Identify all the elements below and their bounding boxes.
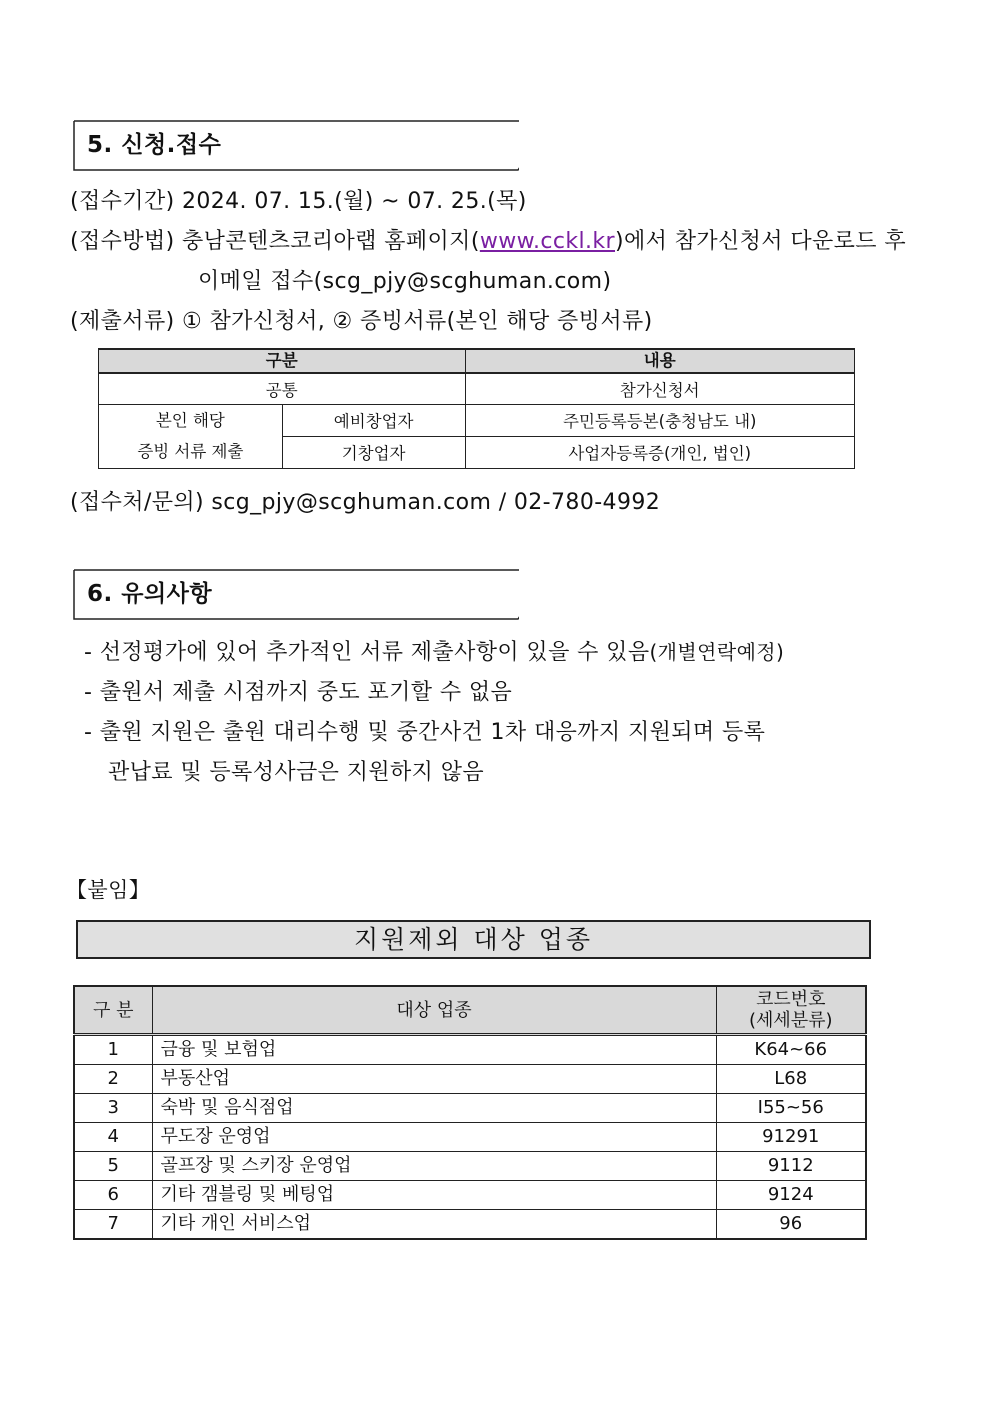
header-category: 구분 xyxy=(99,349,466,373)
table-row xyxy=(74,1094,866,1123)
table-row xyxy=(99,373,855,404)
row-industry: 골프장 및 스키장 운영업 xyxy=(152,1152,716,1181)
header-no: 구 분 xyxy=(74,986,152,1035)
homepage-link[interactable]: www.cckl.kr xyxy=(479,229,616,254)
annex-label: 【붙임】 xyxy=(66,878,151,902)
row-code: 91291 xyxy=(716,1123,866,1152)
common-value: 참가신청서 xyxy=(465,373,855,404)
row-no: 2 xyxy=(74,1065,152,1094)
table-row xyxy=(74,1123,866,1152)
contact-info: (접수처/문의) scg_pjy@scghuman.com / 02-780-4992 xyxy=(70,490,661,515)
notice-item-3: - 출원 지원은 출원 대리수행 및 중간사건 1차 대응까지 지원되며 등록 xyxy=(84,720,766,745)
section-6-heading xyxy=(73,569,519,619)
table-header-row xyxy=(99,349,855,373)
header-code-line1: 코드번호 xyxy=(755,989,826,1010)
header-content: 내용 xyxy=(465,349,855,373)
submission-docs-table xyxy=(98,348,855,469)
row1-value: 주민등록등본(충청남도 내) xyxy=(465,404,855,436)
group-label xyxy=(99,404,283,468)
section-5-title: 5. 신청.접수 xyxy=(87,132,222,158)
row-no: 4 xyxy=(74,1123,152,1152)
excluded-industries-table xyxy=(73,985,867,1240)
row-no: 7 xyxy=(74,1210,152,1240)
table-header-row xyxy=(74,986,866,1035)
row-no: 5 xyxy=(74,1152,152,1181)
application-period: (접수기간) 2024. 07. 15.(월) ~ 07. 25.(목) xyxy=(70,189,527,214)
row-code: 9124 xyxy=(716,1181,866,1210)
notice-item-3-cont: 관납료 및 등록성사금은 지원하지 않음 xyxy=(108,760,485,785)
row-code: K64~66 xyxy=(716,1035,866,1065)
submission-docs: (제출서류) ① 참가신청서, ② 증빙서류(본인 해당 증빙서류) xyxy=(70,309,653,334)
method-prefix: (접수방법) 충남콘텐츠코리아랩 홈페이지( xyxy=(70,229,480,254)
notice-item-1-note: (개별연락예정) xyxy=(649,640,785,664)
row2-label: 기창업자 xyxy=(282,436,465,468)
table-row xyxy=(74,1210,866,1240)
method-suffix: )에서 참가신청서 다운로드 후 xyxy=(615,229,907,254)
notice-item-1-main: - 선정평가에 있어 추가적인 서류 제출사항이 있을 수 있음 xyxy=(84,640,650,665)
row-code: I55~56 xyxy=(716,1094,866,1123)
header-code xyxy=(716,986,866,1035)
row-no: 6 xyxy=(74,1181,152,1210)
application-method xyxy=(70,224,906,255)
notice-item-1 xyxy=(84,635,784,666)
row-code: 96 xyxy=(716,1210,866,1240)
row-industry: 숙박 및 음식점업 xyxy=(152,1094,716,1123)
row-no: 3 xyxy=(74,1094,152,1123)
row-industry: 부동산업 xyxy=(152,1065,716,1094)
row-code: 9112 xyxy=(716,1152,866,1181)
row-no: 1 xyxy=(74,1035,152,1065)
application-method-cont: 이메일 접수(scg_pjy@scghuman.com) xyxy=(198,269,612,294)
row2-value: 사업자등록증(개인, 법인) xyxy=(465,436,855,468)
row-industry: 기타 갬블링 및 베팅업 xyxy=(152,1181,716,1210)
notice-item-2: - 출원서 제출 시점까지 중도 포기할 수 없음 xyxy=(84,680,513,705)
row1-label: 예비창업자 xyxy=(282,404,465,436)
annex-title: 지원제외 대상 업종 xyxy=(76,920,871,959)
table-row xyxy=(74,1181,866,1210)
common-label: 공통 xyxy=(99,373,466,404)
header-industry: 대상 업종 xyxy=(152,986,716,1035)
table-row xyxy=(74,1065,866,1094)
table-row xyxy=(74,1035,866,1065)
row-industry: 무도장 운영업 xyxy=(152,1123,716,1152)
group-label-line1: 본인 해당 xyxy=(155,411,225,430)
row-code: L68 xyxy=(716,1065,866,1094)
table-row xyxy=(99,404,855,436)
group-label-line2: 증빙 서류 제출 xyxy=(137,442,244,461)
row-industry: 금융 및 보험업 xyxy=(152,1035,716,1065)
section-6-title: 6. 유의사항 xyxy=(87,581,213,607)
header-code-line2: (세세분류) xyxy=(748,1010,833,1031)
section-5-heading xyxy=(73,120,519,170)
table-row xyxy=(74,1152,866,1181)
row-industry: 기타 개인 서비스업 xyxy=(152,1210,716,1240)
